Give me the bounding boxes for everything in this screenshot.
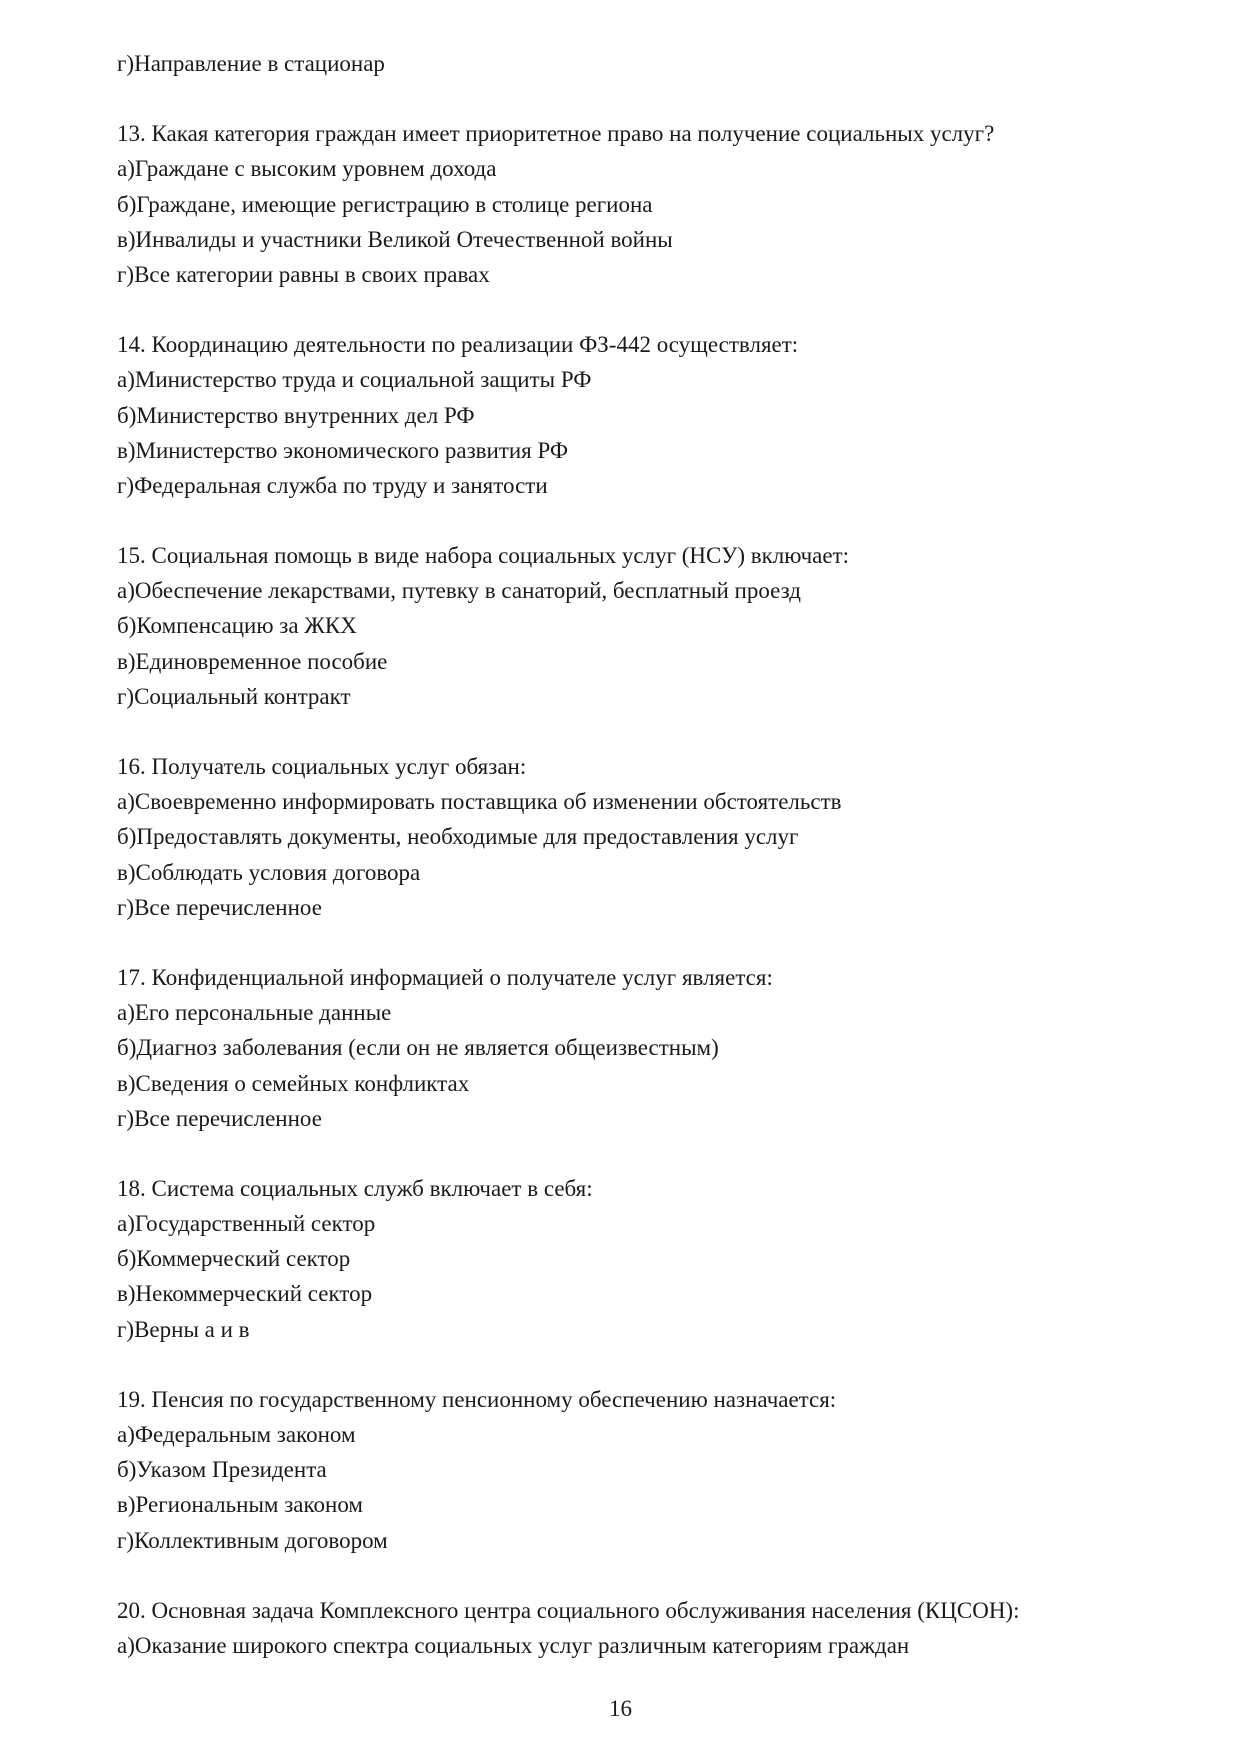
question-text: 13. Какая категория граждан имеет приоритетное право на получение социальных услуг?: [117, 121, 995, 147]
answer-option: а)Министерство труда и социальной защиты РФ: [117, 367, 592, 393]
question-text: 20. Основная задача Комплексного центра социального обслуживания населения (КЦСОН):: [117, 1597, 1020, 1623]
answer-option: а)Обеспечение лекарствами, путевку в санаторий, бесплатный проезд: [117, 578, 802, 604]
answer-option: г)Коллективным договором: [117, 1527, 388, 1553]
question-text: 18. Система социальных служб включает в себя:: [117, 1175, 593, 1201]
answer-option: б)Коммерческий сектор: [117, 1246, 351, 1272]
answer-option: г)Все перечисленное: [117, 894, 322, 920]
document-page: [117, 46, 1157, 1663]
answer-option: в)Региональным законом: [117, 1492, 363, 1518]
answer-option: г)Все категории равны в своих правах: [117, 261, 490, 287]
answer-option: б)Граждане, имеющие регистрацию в столице региона: [117, 191, 653, 217]
answer-option: в)Соблюдать условия договора: [117, 859, 421, 885]
answer-option: а)Его персональные данные: [117, 1000, 392, 1026]
answer-option: а)Государственный сектор: [117, 1211, 376, 1237]
question-block: [117, 538, 1157, 714]
question-block: [117, 1593, 1157, 1663]
question-text: 16. Получатель социальных услуг обязан:: [117, 754, 527, 779]
answer-option: в)Сведения о семейных конфликтах: [117, 1070, 470, 1096]
answer-option: б)Предоставлять документы, необходимые для предоставления услуг: [117, 824, 799, 850]
answer-option: а)Федеральным законом: [117, 1422, 356, 1447]
question-block: [117, 327, 1157, 503]
question-text: 14. Координацию деятельности по реализации ФЗ-442 осуществляет:: [117, 332, 799, 358]
answer-option: а)Своевременно информировать поставщика об изменении обстоятельств: [117, 789, 842, 815]
question-text: 15. Социальная помощь в виде набора социальных услуг (НСУ) включает:: [117, 543, 850, 569]
answer-option: а)Оказание широкого спектра социальных услуг различным категориям граждан: [117, 1632, 910, 1658]
answer-option: б)Министерство внутренних дел РФ: [117, 402, 475, 428]
question-list: [117, 116, 1157, 1663]
question-block: [117, 116, 1157, 292]
answer-option: г)Все перечисленное: [117, 1105, 322, 1131]
answer-option: г)Социальный контракт: [117, 683, 351, 709]
question-text: 17. Конфиденциальной информацией о получателе услуг является:: [117, 964, 773, 990]
answer-option: в)Некоммерческий сектор: [117, 1281, 373, 1307]
answer-option: а)Граждане с высоким уровнем дохода: [117, 156, 497, 182]
question-block: [117, 960, 1157, 1136]
answer-option: б)Диагноз заболевания (если он не является общеизвестным): [117, 1035, 719, 1061]
question-block: [117, 749, 1157, 925]
answer-option: в)Министерство экономического развития РФ: [117, 437, 569, 463]
answer-option: г)Верны а и в: [117, 1316, 250, 1342]
page-number: 16: [609, 1696, 632, 1721]
answer-option: в)Единовременное пособие: [117, 648, 388, 674]
answer-option: в)Инвалиды и участники Великой Отечественной войны: [117, 226, 673, 252]
question-text: 19. Пенсия по государственному пенсионному обеспечению назначается:: [117, 1386, 837, 1412]
answer-option: б)Указом Президента: [117, 1457, 327, 1483]
answer-option: б)Компенсацию за ЖКХ: [117, 613, 357, 639]
question-block: [117, 1171, 1157, 1347]
leading-option: г)Направление в стационар: [117, 51, 385, 76]
question-block: [117, 1382, 1157, 1558]
answer-option: г)Федеральная служба по труду и занятости: [117, 472, 548, 498]
